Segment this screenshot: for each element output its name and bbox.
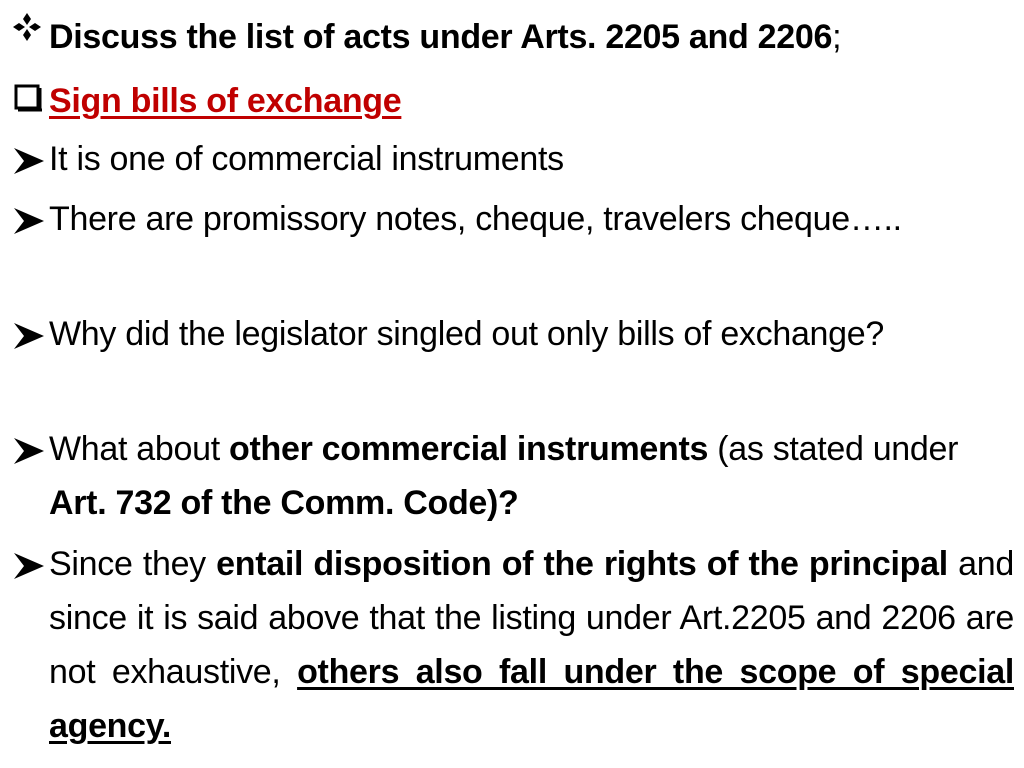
bullet-text-part: and since it is said above that the listing under Art.2205 and 2206 are not exhaustive, [49, 545, 1014, 691]
bullet-text-part: What about [49, 430, 230, 468]
subheading-text: Sign bills of exchange [49, 82, 402, 120]
hollow-square-icon [12, 80, 46, 112]
bullet-text [49, 307, 1014, 361]
bullet-text-part: There are promissory notes, cheque, travelers cheque….. [49, 200, 902, 238]
heading-tail: ; [832, 18, 842, 56]
bullet-text [49, 422, 1014, 530]
arrow-right-icon [12, 146, 46, 176]
arrow-right-icon [12, 436, 46, 466]
heading-text: Discuss the list of acts under Arts. 2205 and 2206 [49, 18, 833, 56]
bullet-text [49, 537, 1014, 753]
subheading-line [49, 74, 1014, 128]
diamond-quad-icon [12, 12, 46, 42]
bullet-text-part: Since they [49, 545, 217, 583]
arrow-right-icon [12, 206, 46, 236]
arrow-right-icon [12, 321, 46, 351]
bullet-text [49, 132, 1014, 186]
bullet-text-part: Why did the legislator singled out only bills of exchange? [49, 315, 884, 353]
bullet-text-part: It is one of commercial instruments [49, 140, 564, 178]
bullet-text-part: (as stated under [708, 430, 959, 468]
bullet-text-part: other commercial instruments [229, 430, 709, 468]
heading-line [49, 10, 1014, 64]
bullet-text [49, 192, 1014, 246]
arrow-right-icon [12, 551, 46, 581]
bullet-text-part: others also fall under the scope of special agency. [49, 653, 1014, 745]
bullet-text-part: entail disposition of the rights of the principal [216, 545, 948, 583]
bullet-text-part: Art. 732 of the Comm. Code)? [49, 484, 519, 522]
